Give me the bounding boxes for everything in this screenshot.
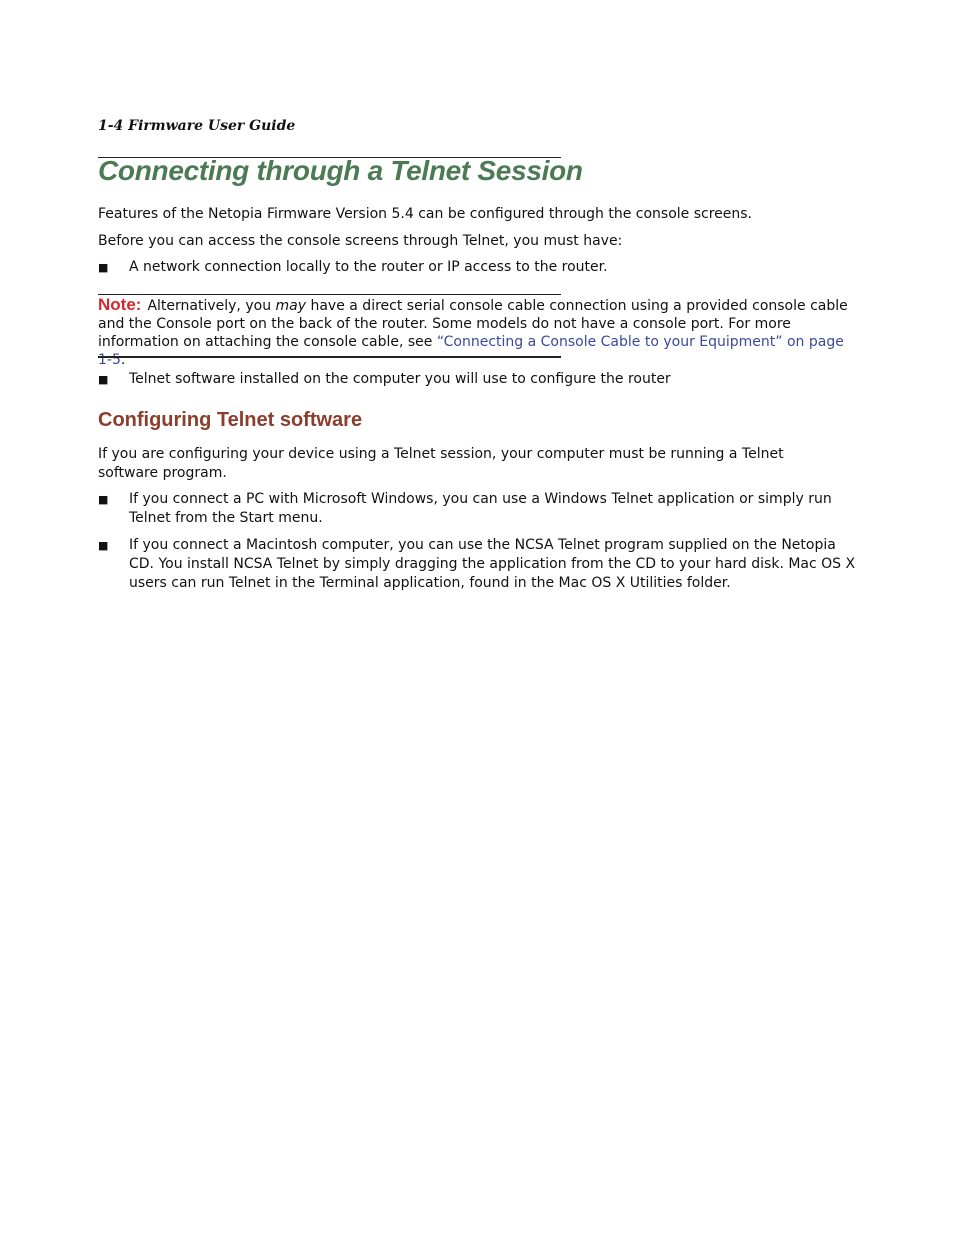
bullet-mark: ■ bbox=[98, 493, 109, 506]
cross-reference-link[interactable]: “Connecting a Console Cable to your Equipment” on page 1-5 bbox=[98, 334, 844, 368]
intro-paragraph-2: Before you can access the console screens through Telnet, you must have: bbox=[98, 233, 623, 249]
running-header: 1-4 Firmware User Guide bbox=[98, 118, 296, 134]
note-top-rule bbox=[98, 294, 561, 295]
list-item-text: If you connect a PC with Microsoft Windows, you can use a Windows Telnet application or simply run Telnet from the Start menu. bbox=[129, 491, 832, 526]
section-title: Connecting through a Telnet Session bbox=[98, 155, 583, 186]
note-emphasis: may bbox=[275, 298, 307, 314]
bullet-mark: ■ bbox=[98, 373, 109, 386]
bullet-mark: ■ bbox=[98, 539, 109, 552]
list-item-text: If you connect a Macintosh computer, you can use the NCSA Telnet program supplied on the Netopia CD. You install NCSA Telnet by simply dragging the application from the CD to your hard disk. Mac OS X users can run Telnet in the Terminal application, found in the Mac OS X Utilities folder. bbox=[129, 537, 856, 591]
note-bottom-rule bbox=[98, 356, 561, 358]
list-item-text: Telnet software installed on the computer you will use to configure the router bbox=[129, 371, 671, 387]
list-item-text: A network connection locally to the router or IP access to the router. bbox=[129, 259, 608, 275]
bullet-mark: ■ bbox=[98, 261, 109, 274]
subsection-title: Configuring Telnet software bbox=[98, 409, 363, 431]
note-text-end: . bbox=[120, 352, 126, 368]
note-label: Note: bbox=[98, 295, 142, 314]
note-text-after: have a direct serial console cable connection using a provided console cable and the Console port on the back of the router. Some models do not have a console port. For more information on attaching the console cable, see bbox=[98, 298, 848, 350]
note-block bbox=[98, 296, 858, 369]
subsection-intro: If you are configuring your device using a Telnet session, your computer must be running a Telnet software program. bbox=[98, 446, 784, 481]
intro-paragraph-1: Features of the Netopia Firmware Version 5.4 can be configured through the console screens. bbox=[98, 206, 753, 222]
note-text-before: Alternatively, you bbox=[147, 298, 276, 314]
